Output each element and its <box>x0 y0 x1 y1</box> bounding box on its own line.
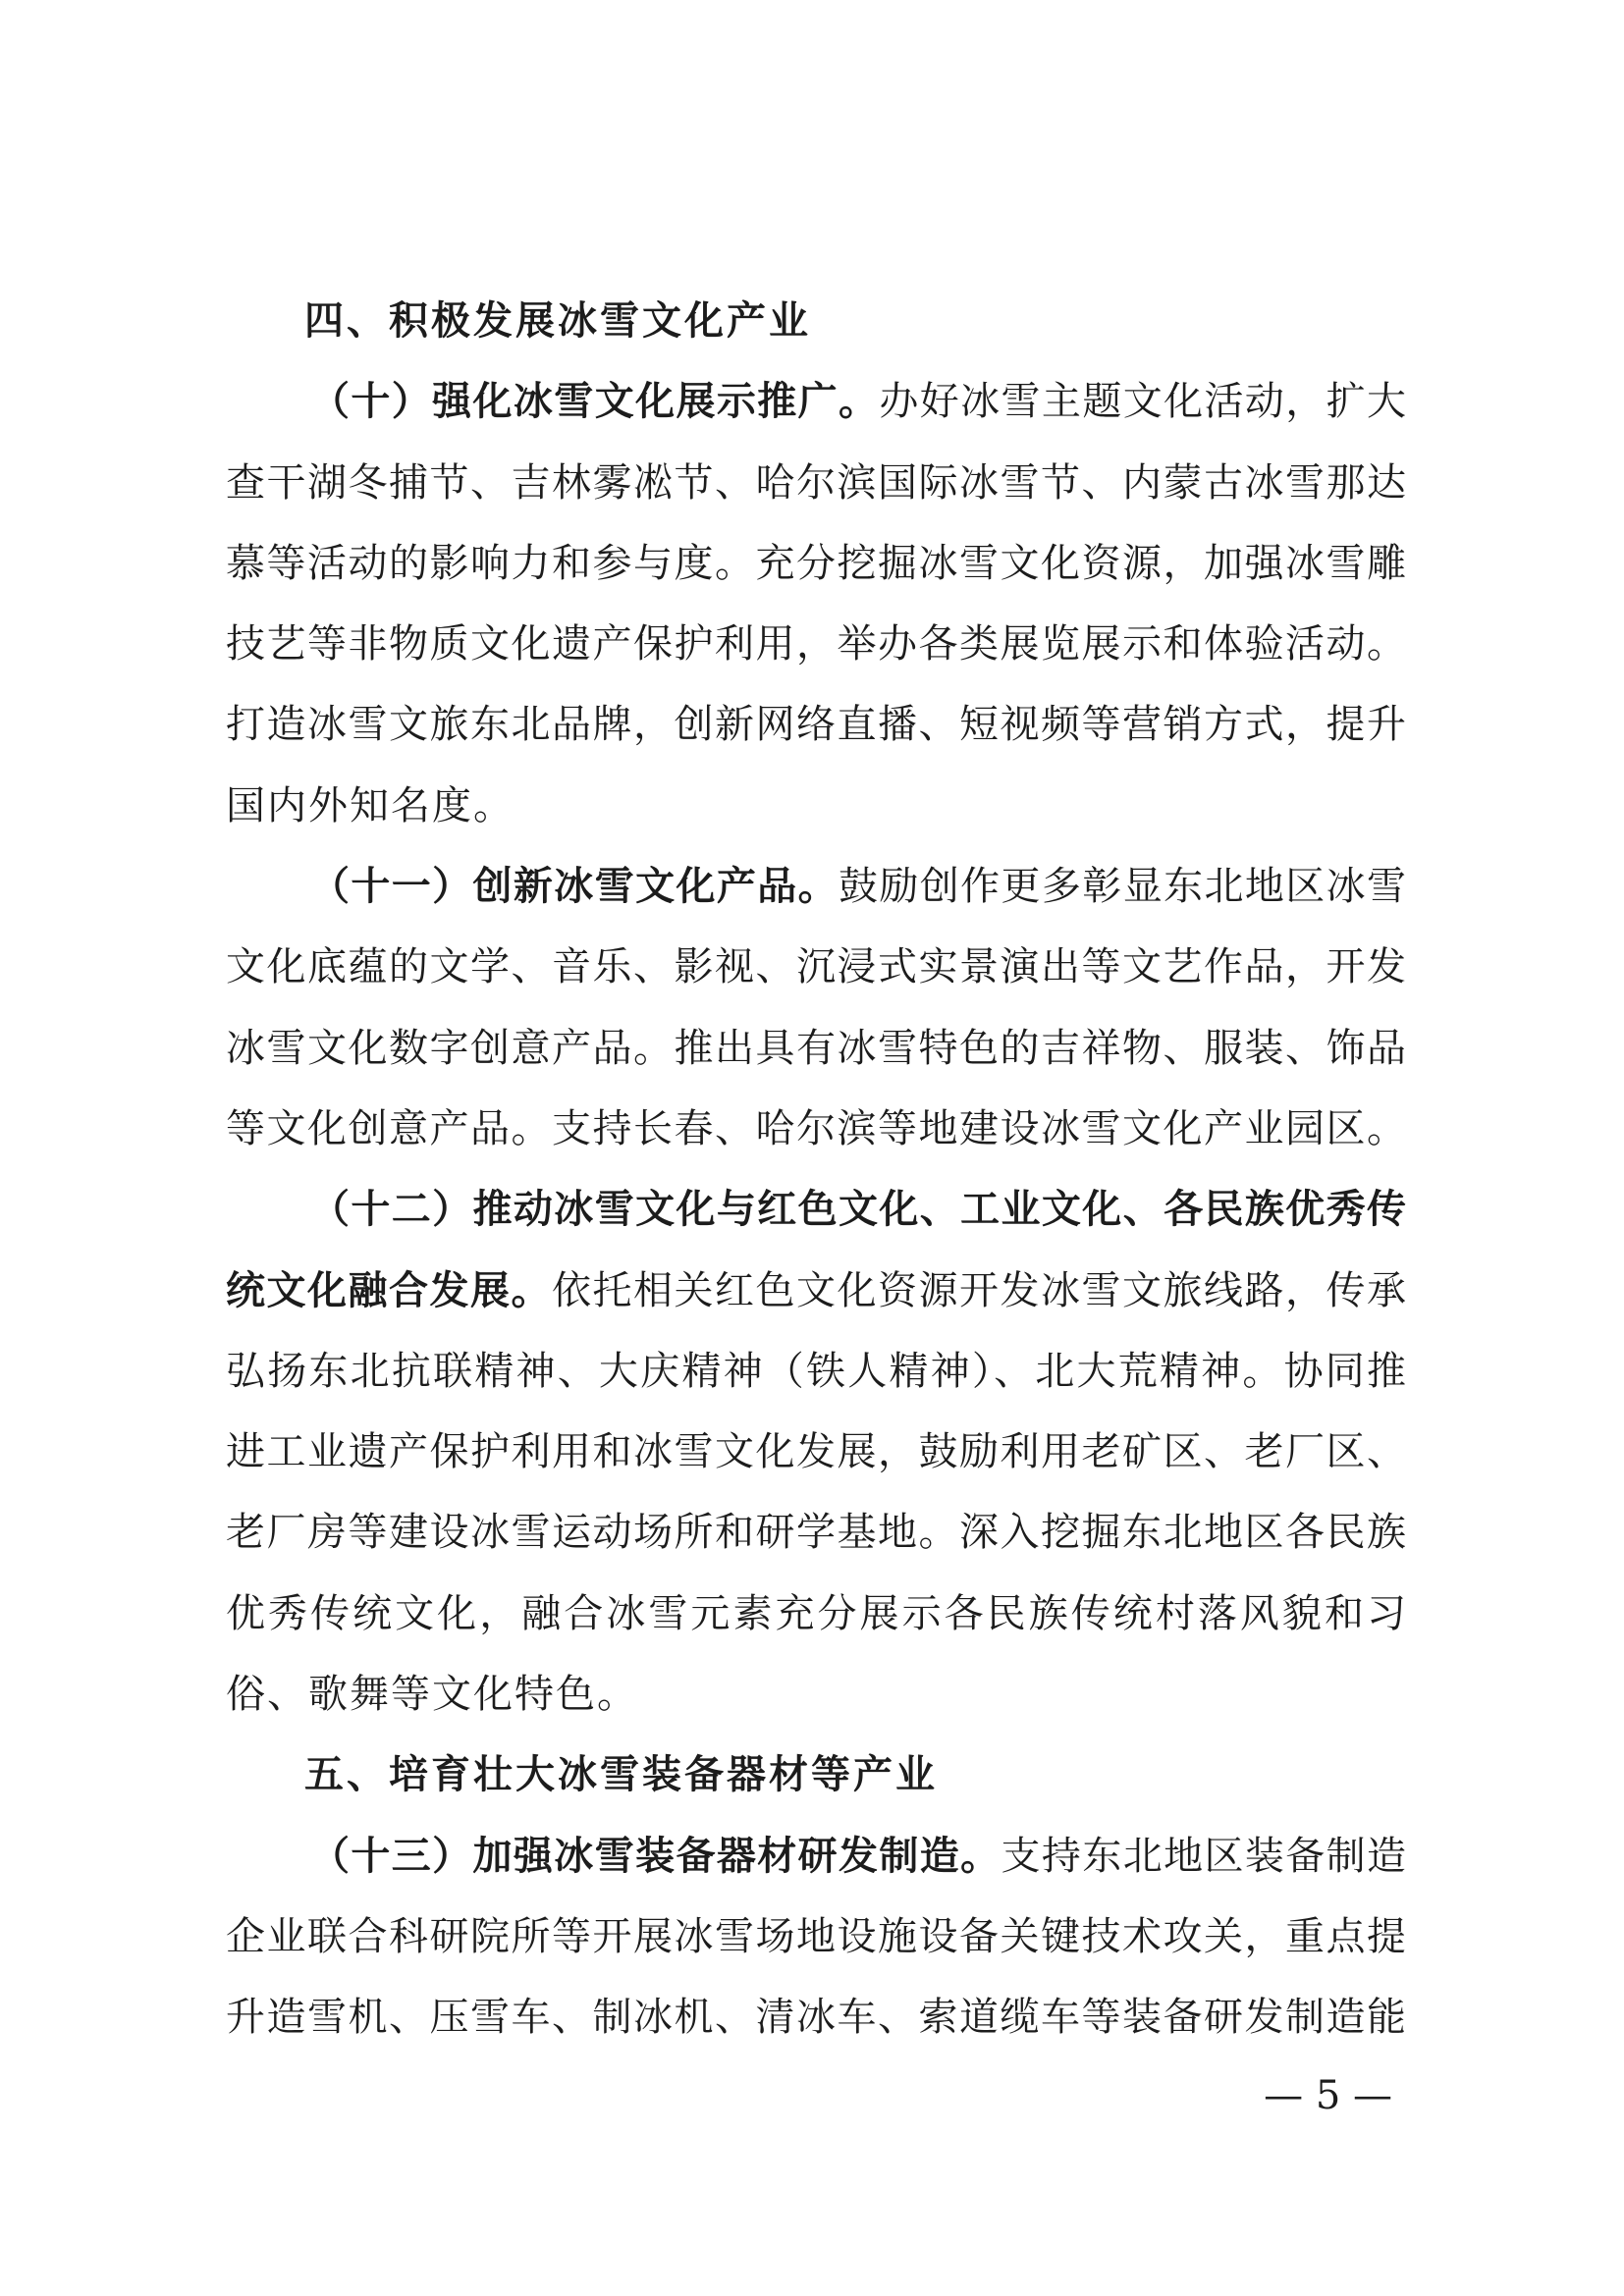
section-heading: 四、积极发展冰雪文化产业 <box>304 298 811 344</box>
paragraph-item-12 <box>226 1169 1406 1735</box>
paragraph-line <box>226 1816 1406 1896</box>
line-text: 办好冰雪主题文化活动，扩大 <box>879 379 1407 425</box>
paragraph-line: 优秀传统文化，融合冰雪元素充分展示各民族传统村落风貌和习 <box>226 1590 1406 1636</box>
section-5 <box>226 1735 1406 2057</box>
paragraph-line <box>226 1251 1406 1331</box>
paragraph-line: 打造冰雪文旅东北品牌，创新网络直播、短视频等营销方式，提升 <box>226 702 1406 748</box>
paragraph-item-11 <box>226 846 1406 1169</box>
paragraph-item-13 <box>226 1816 1406 2058</box>
paragraph-line <box>226 846 1406 927</box>
item-title: （十）强化冰雪文化展示推广。 <box>310 378 880 425</box>
paragraph-line <box>226 361 1406 442</box>
paragraph-line: 冰雪文化数字创意产品。推出具有冰雪特色的吉祥物、服装、饰品 <box>226 1025 1406 1071</box>
paragraph-line: 企业联合科研院所等开展冰雪场地设施设备关键技术攻关，重点提 <box>226 1913 1406 1959</box>
paragraph-line: 慕等活动的影响力和参与度。充分挖掘冰雪文化资源，加强冰雪雕 <box>226 540 1406 586</box>
item-title: （十三）加强冰雪装备器材研发制造。 <box>310 1832 1001 1879</box>
paragraph-line: 老厂房等建设冰雪运动场所和研学基地。深入挖掘东北地区各民族 <box>226 1510 1406 1556</box>
paragraph-line: 等文化创意产品。支持长春、哈尔滨等地建设冰雪文化产业园区。 <box>226 1105 1406 1151</box>
paragraph-line: 升造雪机、压雪车、制冰机、清冰车、索道缆车等装备研发制造能 <box>226 1995 1406 2041</box>
section-heading: 五、培育壮大冰雪装备器材等产业 <box>304 1752 938 1798</box>
line-text: 鼓励创作更多彰显东北地区冰雪 <box>839 864 1406 910</box>
item-title: 统文化融合发展。 <box>226 1266 552 1313</box>
paragraph-line: 俗、歌舞等文化特色。 <box>226 1672 638 1718</box>
paragraph-line: 进工业遗产保护利用和冰雪文化发展，鼓励利用老矿区、老厂区、 <box>226 1429 1406 1475</box>
document-body <box>226 281 1406 2058</box>
paragraph-line: 查干湖冬捕节、吉林雾凇节、哈尔滨国际冰雪节、内蒙古冰雪那达 <box>226 459 1406 506</box>
paragraph-line: 弘扬东北抗联精神、大庆精神（铁人精神）、北大荒精神。协同推 <box>226 1348 1406 1394</box>
paragraph-line: 国内外知名度。 <box>226 782 514 828</box>
page-number: — 5 — <box>1264 2073 1392 2118</box>
item-title: （十一）创新冰雪文化产品。 <box>310 863 839 910</box>
paragraph-line: 文化底蕴的文学、音乐、影视、沉浸式实景演出等文艺作品，开发 <box>226 944 1406 990</box>
paragraph-line <box>226 1169 1406 1250</box>
paragraph-item-10 <box>226 361 1406 846</box>
paragraph-line: 技艺等非物质文化遗产保护利用，举办各类展览展示和体验活动。 <box>226 621 1406 667</box>
item-title: （十二）推动冰雪文化与红色文化、工业文化、各民族优秀传 <box>310 1186 1406 1233</box>
section-4 <box>226 281 1406 1735</box>
line-text: 依托相关红色文化资源开发冰雪文旅线路，传承 <box>552 1267 1406 1313</box>
line-text: 支持东北地区装备制造 <box>1001 1833 1407 1879</box>
